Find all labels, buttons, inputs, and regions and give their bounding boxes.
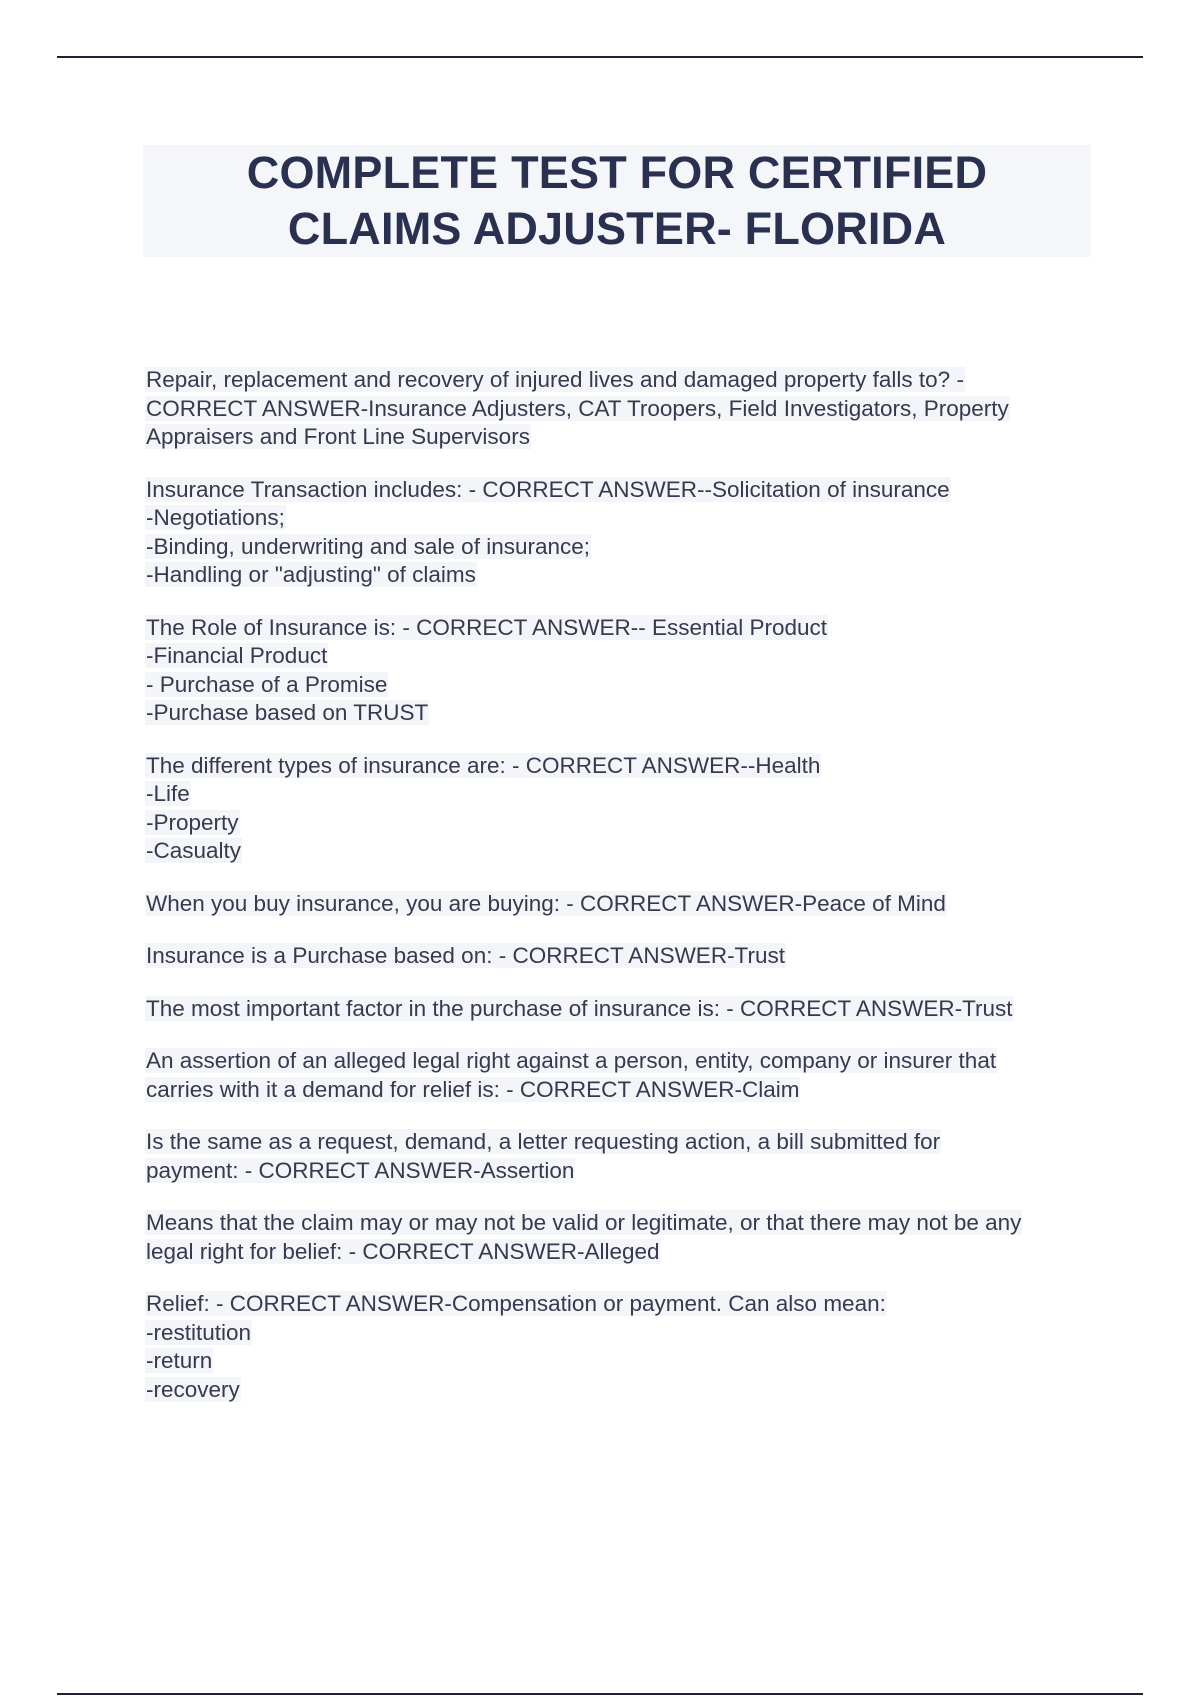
qa-line-text: -Life	[146, 781, 190, 806]
qa-line-text: carries with it a demand for relief is: - CORRECT ANSWER-Claim	[146, 1076, 800, 1102]
question-answer-list	[145, 366, 1090, 1428]
qa-line-text: Repair, replacement and recovery of injured lives and damaged property falls to? -	[146, 367, 964, 392]
qa-line-text: -Casualty	[146, 838, 242, 863]
qa-item	[145, 1209, 1090, 1266]
qa-item	[145, 890, 1090, 919]
qa-line-text: When you buy insurance, you are buying: - CORRECT ANSWER-Peace of Mind	[146, 890, 946, 916]
qa-line	[145, 1157, 1090, 1186]
qa-line-text: -Binding, underwriting and sale of insurance;	[146, 533, 591, 559]
bottom-rule	[57, 1693, 1143, 1695]
qa-line	[145, 671, 1090, 700]
qa-item	[145, 366, 1090, 452]
qa-line	[145, 533, 1090, 562]
qa-line	[145, 1347, 1090, 1376]
qa-item	[145, 942, 1090, 971]
qa-line	[145, 395, 1090, 424]
qa-line	[145, 1319, 1090, 1348]
qa-line	[145, 890, 1090, 919]
qa-line	[145, 1128, 1090, 1157]
qa-line	[145, 1238, 1090, 1267]
qa-line-text: Insurance Transaction includes: - CORRECT ANSWER--Solicitation of insurance	[146, 476, 950, 502]
qa-line-text: -Property	[146, 809, 239, 835]
qa-line	[145, 780, 1090, 809]
qa-line-text: CORRECT ANSWER-Insurance Adjusters, CAT Troopers, Field Investigators, Property	[146, 395, 1009, 421]
qa-line	[145, 423, 1090, 452]
qa-line	[145, 366, 1090, 395]
qa-line	[145, 699, 1090, 728]
qa-line	[145, 614, 1090, 643]
qa-line-text: payment: - CORRECT ANSWER-Assertion	[146, 1157, 575, 1183]
qa-line	[145, 642, 1090, 671]
qa-line-text: - Purchase of a Promise	[146, 671, 388, 697]
qa-line-text: Appraisers and Front Line Supervisors	[146, 424, 530, 449]
title-line-1: COMPLETE TEST FOR CERTIFIED	[246, 147, 988, 198]
qa-line-text: -Purchase based on TRUST	[146, 700, 429, 725]
qa-line-text: -Handling or "adjusting" of claims	[146, 562, 476, 587]
qa-line	[145, 809, 1090, 838]
qa-line-text: Insurance is a Purchase based on: - CORRECT ANSWER-Trust	[146, 943, 785, 968]
qa-item	[145, 476, 1090, 590]
qa-item	[145, 1290, 1090, 1404]
qa-line	[145, 1376, 1090, 1405]
qa-line	[145, 1290, 1090, 1319]
qa-line	[145, 1047, 1090, 1076]
qa-line-text: -Negotiations;	[146, 505, 285, 530]
qa-line-text: The Role of Insurance is: - CORRECT ANSWER-- Essential Product	[146, 614, 828, 640]
qa-line	[145, 561, 1090, 590]
qa-line-text: Relief: - CORRECT ANSWER-Compensation or payment. Can also mean:	[146, 1291, 886, 1316]
qa-line-text: An assertion of an alleged legal right against a person, entity, company or insurer that	[146, 1048, 997, 1073]
qa-line-text: Is the same as a request, demand, a letter requesting action, a bill submitted for	[146, 1129, 941, 1154]
qa-line	[145, 1209, 1090, 1238]
qa-line-text: Means that the claim may or may not be valid or legitimate, or that there may not be any	[146, 1210, 1022, 1235]
qa-line-text: -restitution	[146, 1319, 252, 1345]
qa-line-text: The most important factor in the purchase of insurance is: - CORRECT ANSWER-Trust	[146, 995, 1013, 1021]
qa-line-text: -return	[146, 1348, 213, 1373]
qa-line-text: legal right for belief: - CORRECT ANSWER-Alleged	[146, 1238, 660, 1264]
qa-line-text: -Financial Product	[146, 643, 328, 668]
qa-item	[145, 752, 1090, 866]
qa-line-text: -recovery	[146, 1376, 240, 1402]
document-title	[247, 145, 987, 257]
qa-line-text: The different types of insurance are: - CORRECT ANSWER--Health	[146, 752, 821, 778]
title-banner	[143, 145, 1091, 257]
qa-item	[145, 614, 1090, 728]
qa-line	[145, 504, 1090, 533]
title-line-2: CLAIMS ADJUSTER- FLORIDA	[287, 203, 947, 254]
qa-item	[145, 1128, 1090, 1185]
qa-line	[145, 752, 1090, 781]
qa-item	[145, 995, 1090, 1024]
qa-line	[145, 942, 1090, 971]
qa-line	[145, 476, 1090, 505]
qa-item	[145, 1047, 1090, 1104]
qa-line	[145, 995, 1090, 1024]
qa-line	[145, 1076, 1090, 1105]
qa-line	[145, 837, 1090, 866]
top-rule	[57, 56, 1143, 58]
